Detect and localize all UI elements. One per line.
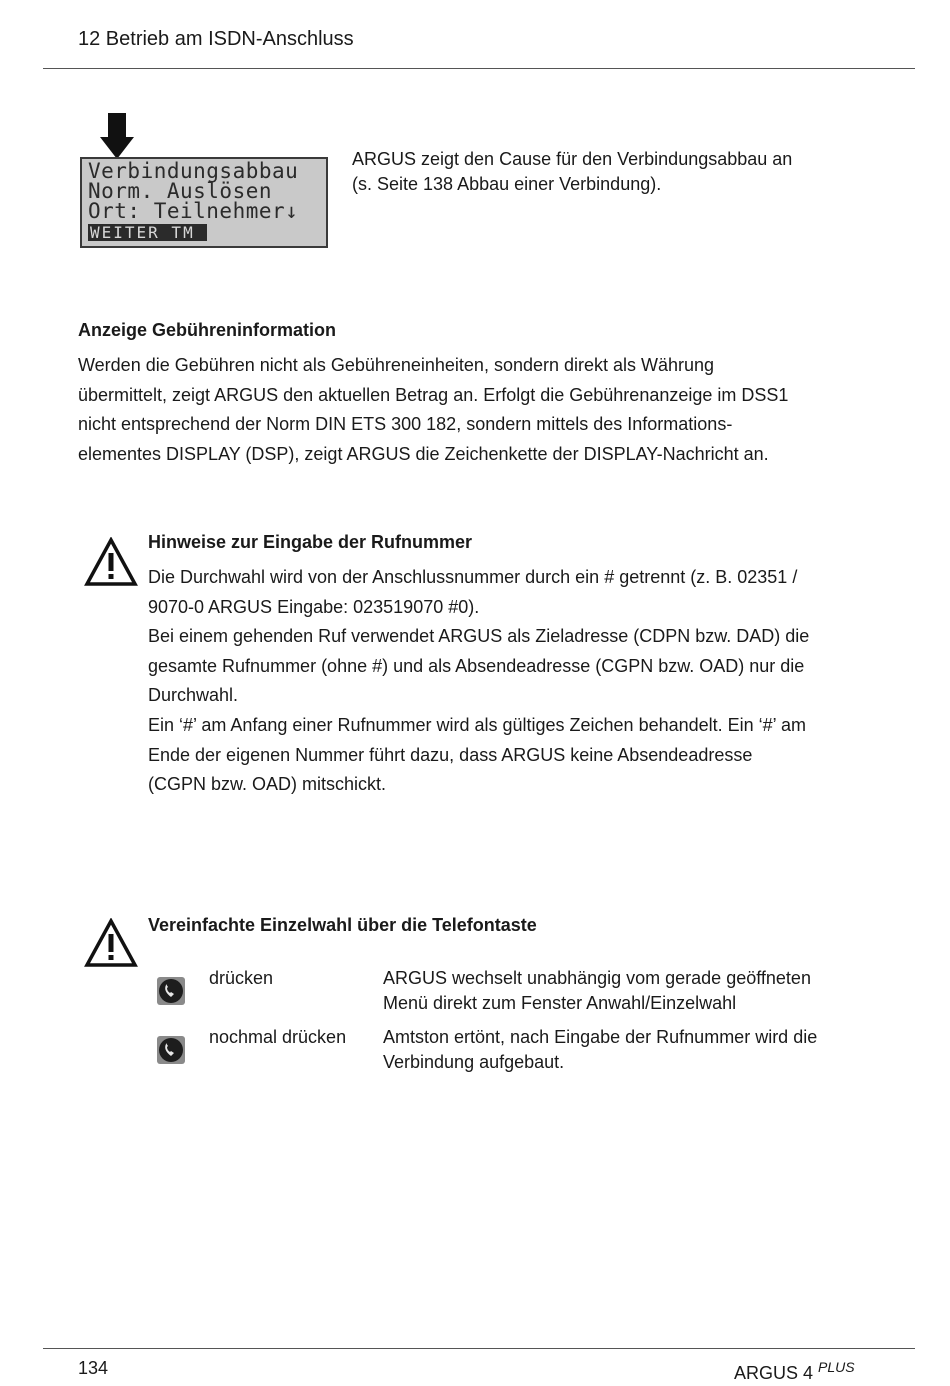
lcd-line-2: Norm. Auslösen <box>88 179 273 203</box>
paragraph-line: gesamte Rufnummer (ohne #) und als Absendeadresse (CGPN bzw. OAD) nur die <box>148 655 805 676</box>
paragraph-line: Werden die Gebühren nicht als Gebühreneinheiten, sondern direkt als Währung <box>78 355 715 375</box>
note-heading-phone-key: Vereinfachte Einzelwahl über die Telefontaste <box>148 915 537 935</box>
lcd-display <box>80 157 328 248</box>
arrow-down-icon <box>100 113 134 159</box>
phone-key-action: nochmal drücken <box>209 1027 347 1047</box>
product-name <box>734 1359 855 1384</box>
paragraph-line: elementes DISPLAY (DSP), zeigt ARGUS die Zeichenkette der DISPLAY-Nachricht an. <box>78 443 769 464</box>
paragraph-line: Durchwahl. <box>148 685 239 706</box>
note-body-number-entry <box>148 563 908 800</box>
lcd-line-3: Ort: Teilnehmer↓ <box>88 199 299 223</box>
paragraph-line: übermittelt, zeigt ARGUS den aktuellen Betrag an. Erfolgt die Gebührenanzeige im DSS1 <box>78 384 789 405</box>
description-line: Verbindung aufgebaut. <box>383 1052 565 1072</box>
display-description-line: (s. Seite 138 Abbau einer Verbindung). <box>352 174 662 194</box>
warning-icon <box>84 537 138 587</box>
phone-key-description <box>383 966 883 1016</box>
product-name-text: ARGUS 4 <box>734 1363 814 1383</box>
display-description-line: ARGUS zeigt den Cause für den Verbindungsabbau an <box>352 149 793 169</box>
footer-rule <box>43 1348 915 1349</box>
display-description <box>352 147 872 197</box>
paragraph-line: Ende der eigenen Nummer führt dazu, dass ARGUS keine Absendeadresse <box>148 744 753 765</box>
lcd-line-1: Verbindungsabbau <box>88 159 299 183</box>
header-rule <box>43 68 915 69</box>
section-body-charges <box>78 351 898 469</box>
paragraph-line: Ein ‘#’ am Anfang einer Rufnummer wird als gültiges Zeichen behandelt. Ein ‘#’ am <box>148 714 807 735</box>
paragraph-line: Die Durchwahl wird von der Anschlussnummer durch ein # getrennt (z. B. 02351 / <box>148 567 798 587</box>
description-line: Menü direkt zum Fenster Anwahl/Einzelwahl <box>383 993 737 1013</box>
paragraph-line: nicht entsprechend der Norm DIN ETS 300 182, sondern mittels des Informations- <box>78 414 733 435</box>
page-header-title: 12 Betrieb am ISDN-Anschluss <box>78 28 354 50</box>
section-heading-charges: Anzeige Gebühreninformation <box>78 320 337 340</box>
description-line: ARGUS wechselt unabhängig vom gerade geöffneten <box>383 968 811 988</box>
phone-key-icon <box>157 1036 185 1064</box>
note-heading-number-entry: Hinweise zur Eingabe der Rufnummer <box>148 532 473 552</box>
phone-key-action: drücken <box>209 968 274 988</box>
paragraph-line: Bei einem gehenden Ruf verwendet ARGUS als Zieladresse (CDPN bzw. DAD) die <box>148 626 810 647</box>
lcd-softkeys: WEITER TM <box>88 224 207 241</box>
page-number: 134 <box>78 1358 109 1378</box>
product-suffix: PLUS <box>818 1359 855 1375</box>
paragraph-line: 9070-0 ARGUS Eingabe: 023519070 #0). <box>148 596 480 617</box>
phone-key-description <box>383 1025 883 1075</box>
description-line: Amtston ertönt, nach Eingabe der Rufnummer wird die <box>383 1027 818 1047</box>
phone-key-icon <box>157 977 185 1005</box>
paragraph-line: (CGPN bzw. OAD) mitschickt. <box>148 774 387 795</box>
warning-icon <box>84 918 138 968</box>
